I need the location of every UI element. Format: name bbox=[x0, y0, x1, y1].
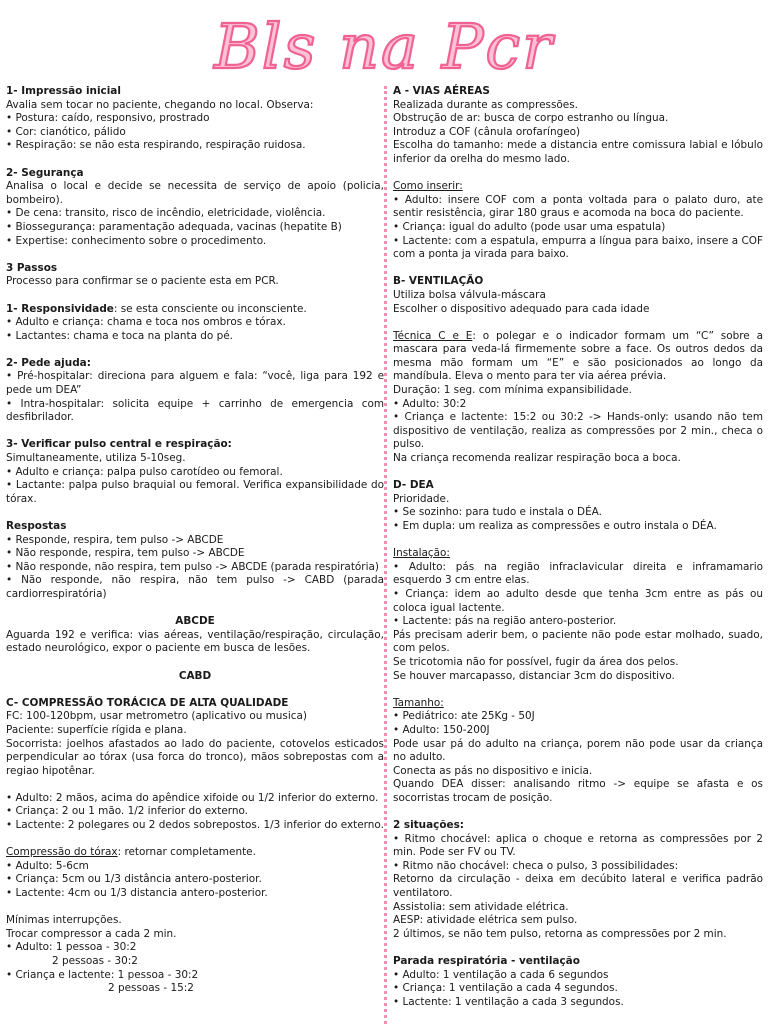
text-line: • Criança: igual do adulto (pode usar uma espatula) bbox=[393, 220, 666, 233]
text-line: • Criança: 1 ventilação a cada 4 segundos. bbox=[393, 982, 618, 995]
text-line: 2 últimos, se não tem pulso, retorna as compressões por 2 min. bbox=[393, 927, 727, 940]
section-heading: 2- Pede ajuda: bbox=[6, 356, 91, 369]
text-line: • Respiração: se não esta respirando, respiração ruidosa. bbox=[6, 139, 306, 152]
text-line: • Lactente: pás na região antero-posterior. bbox=[393, 615, 617, 628]
text-line: Pode usar pá do adulto na criança, porem não pode usar da criança no adulto. bbox=[393, 737, 763, 764]
title-text: Bls na Pcr bbox=[214, 10, 554, 82]
text-line: • Postura: caído, responsivo, prostrado bbox=[6, 112, 210, 125]
text-line: • Adulto: 5-6cm bbox=[6, 859, 89, 872]
spacer bbox=[6, 343, 384, 357]
spacer bbox=[6, 778, 384, 792]
spacer bbox=[393, 262, 763, 276]
page-title bbox=[0, 4, 768, 82]
spacer bbox=[393, 167, 763, 181]
text-line: • Biossegurança: paramentação adequada, vacinas (hepatite B) bbox=[6, 220, 342, 233]
text-line: Simultaneamente, utiliza 5-10seg. bbox=[6, 452, 186, 465]
text-line: Analisa o local e decide se necessita de serviço de apoio (policia, bombeiro). bbox=[6, 180, 384, 206]
text-line bbox=[6, 303, 384, 317]
text-line: FC: 100-120bpm, usar metrometro (aplicativo ou musica) bbox=[6, 710, 307, 723]
subheading: Como inserir: bbox=[393, 180, 463, 193]
spacer bbox=[393, 683, 763, 697]
text-line: Obstrução de ar: busca de corpo estranho ou língua. bbox=[393, 112, 669, 125]
subheading: Compressão do tórax bbox=[6, 846, 118, 859]
text-line: • Adulto: 30:2 bbox=[393, 397, 467, 410]
text-line: • Criança e lactente: 15:2 ou 30:2 -> Hands-only: usando não tem dispositivo de ventilação, realiza as compressões por 2 min., checa o pulso. bbox=[393, 411, 763, 451]
spacer bbox=[6, 248, 384, 262]
text-line: AESP: atividade elétrica sem pulso. bbox=[393, 914, 578, 927]
text-line: • Lactente: 2 polegares ou 2 dedos sobrepostos. 1/3 inferior do externo. bbox=[6, 819, 384, 832]
text-line: • Ritmo não chocável: checa o pulso, 3 possibilidades: bbox=[393, 859, 679, 872]
spacer bbox=[6, 683, 384, 697]
text-line: 2 pessoas - 30:2 bbox=[52, 955, 138, 967]
text-line: Aguarda 192 e verifica: vias aéreas, ventilação/respiração, circulação, estado neurológico, expor o paciente em busca de lesões. bbox=[6, 628, 384, 655]
section-heading: 2 situações: bbox=[393, 819, 464, 832]
spacer bbox=[6, 289, 384, 303]
subheading: Tamanho: bbox=[393, 696, 444, 709]
text-line: • Criança: 2 ou 1 mão. 1/2 inferior do externo. bbox=[6, 805, 248, 818]
text-line: • Lactente: 1 ventilação a cada 3 segundos. bbox=[393, 995, 624, 1008]
text-line: • Se sozinho: para tudo e instala o DÉA. bbox=[393, 506, 602, 519]
text-line: • Adulto: 150-200J bbox=[393, 723, 490, 736]
text-line: • Cor: cianótico, pálido bbox=[6, 125, 126, 138]
spacer bbox=[393, 941, 763, 955]
centered-heading: ABCDE bbox=[175, 615, 215, 628]
text-line: • Adulto e criança: palpa pulso carotídeo ou femoral. bbox=[6, 465, 283, 478]
spacer bbox=[6, 425, 384, 439]
text-line: Processo para confirmar se o paciente esta em PCR. bbox=[6, 275, 279, 288]
text-line: 2 pessoas - 15:2 bbox=[108, 982, 194, 995]
text-line: Socorrista: joelhos afastados ao lado do paciente, cotovelos esticados perpendicular ao tórax (usa forca do tronco), mãos sobrepostas com a regiao hipotênar. bbox=[6, 737, 384, 777]
spacer bbox=[6, 602, 384, 616]
subheading: Técnica C e E bbox=[393, 329, 473, 342]
section-heading: A - VIAS AÉREAS bbox=[393, 85, 490, 97]
spacer bbox=[6, 506, 384, 520]
text-line: • Intra-hospitalar: solicita equipe + carrinho de emergencia com desfibrilador. bbox=[6, 397, 384, 424]
text-line: Avalia sem tocar no paciente, chegando no local. Observa: bbox=[6, 98, 314, 111]
spacer bbox=[6, 656, 384, 670]
section-heading: 3 Passos bbox=[6, 261, 58, 274]
text-line: Mínimas interrupções. bbox=[6, 914, 122, 927]
section-heading: C- COMPRESSÃO TORÁCICA DE ALTA QUALIDADE bbox=[6, 696, 289, 709]
section-heading: Parada respiratória - ventilação bbox=[393, 955, 580, 967]
text-line: • Adulto: 1 ventilação a cada 6 segundos bbox=[393, 968, 609, 981]
text-line: • Expertise: conhecimento sobre o procedimento. bbox=[6, 234, 267, 247]
spacer bbox=[393, 805, 763, 819]
centered-heading: CABD bbox=[178, 669, 212, 682]
title-art bbox=[0, 4, 768, 82]
section-heading: 1- Responsividade bbox=[6, 302, 114, 315]
text-line: Escolha do tamanho: mede a distancia entre comissura labial e lóbulo inferior da orelha do mesmo lado. bbox=[393, 139, 763, 165]
spacer bbox=[393, 466, 763, 480]
text-line: Prioridade. bbox=[393, 492, 450, 505]
text-line: • Criança: 5cm ou 1/3 distância antero-posterior. bbox=[6, 873, 262, 886]
left-column bbox=[6, 85, 384, 996]
text-line: Duração: 1 seg. com mínima expansibilidade. bbox=[393, 384, 632, 397]
text-line: Se tricotomia não for possível, fugir da área dos pelos. bbox=[393, 655, 679, 668]
text-line: • Em dupla: um realiza as compressões e outro instala o DÉA. bbox=[393, 520, 717, 532]
text-line: • Adulto e criança: chama e toca nos ombros e tórax. bbox=[6, 316, 286, 329]
section-heading: B- VENTILAÇÃO bbox=[393, 275, 484, 288]
text-line: • Lactante: palpa pulso braquial ou femoral. Verifica expansibilidade do tórax. bbox=[6, 479, 384, 505]
text-line: Realizada durante as compressões. bbox=[393, 98, 578, 111]
text-line: Conecta as pás no dispositivo e inicia. bbox=[393, 764, 593, 777]
text-line: Assistolia: sem atividade elétrica. bbox=[393, 900, 569, 913]
spacer bbox=[393, 316, 763, 330]
text-line: • Lactantes: chama e toca na planta do pé. bbox=[6, 329, 233, 342]
text-line: Paciente: superfície rígida e plana. bbox=[6, 723, 187, 736]
text-line: • Não responde, não respira, tem pulso -> ABCDE (parada respiratória) bbox=[6, 560, 379, 573]
text-line: • Adulto: insere COF com a ponta voltada para o palato duro, ate sentir resistência, girar 180 graus e acomoda na boca do paciente. bbox=[393, 193, 763, 220]
text-line: • Adulto: 1 pessoa - 30:2 bbox=[6, 941, 137, 954]
text-fragment: : retornar completamente. bbox=[117, 846, 256, 859]
text-fragment: : o polegar e o indicador formam um “C” sobre a mascara para veda-lá firmemente sobre a face. Os outros dedos da mesma mão formam um “E” e são posicionados ao longo da mandíbula. Eleva o mento para ter via aérea prévia. bbox=[393, 329, 763, 383]
text-line: Na criança recomenda realizar respiração boca a boca. bbox=[393, 452, 681, 465]
subheading: Instalação: bbox=[393, 547, 450, 560]
text-line: Pás precisam aderir bem, o paciente não pode estar molhado, suado, com pelos. bbox=[393, 628, 763, 655]
section-heading: 2- Segurança bbox=[6, 166, 84, 179]
text-line: • Ritmo chocável: aplica o choque e retorna as compressões por 2 min. Pode ser FV ou TV. bbox=[393, 832, 763, 859]
right-column bbox=[393, 85, 763, 1009]
section-heading: D- DEA bbox=[393, 479, 434, 492]
text-line: • Pré-hospitalar: direciona para alguem e fala: “você, liga para 192 e pede um DEA” bbox=[6, 370, 384, 397]
text-line: Se houver marcapasso, distanciar 3cm do dispositivo. bbox=[393, 669, 675, 682]
text-fragment: : se esta consciente ou inconsciente. bbox=[113, 302, 307, 315]
text-line bbox=[6, 846, 384, 860]
section-heading: Respostas bbox=[6, 520, 67, 532]
text-line: Quando DEA disser: analisando ritmo -> equipe se afasta e os socorristas trocam de posição. bbox=[393, 778, 763, 804]
text-line: Escolher o dispositivo adequado para cada idade bbox=[393, 302, 650, 315]
text-line: • Pediátrico: ate 25Kg - 50J bbox=[393, 710, 535, 723]
text-line: • Lactente: com a espatula, empurra a língua para baixo, insere a COF com a ponta ja virada para baixo. bbox=[393, 234, 763, 261]
text-line: • Lactente: 4cm ou 1/3 distancia antero-posterior. bbox=[6, 887, 268, 900]
text-line: • Não responde, não respira, não tem pulso -> CABD (parada cardiorrespiratória) bbox=[6, 574, 384, 600]
text-line bbox=[393, 330, 763, 384]
text-line: • Adulto: pás na região infraclavicular direita e inframamario esquerdo 3 cm entre elas. bbox=[393, 560, 763, 587]
spacer bbox=[6, 901, 384, 915]
text-line: • Criança: idem ao adulto desde que tenha 3cm entre as pás ou coloca igual lactente. bbox=[393, 587, 763, 614]
column-divider bbox=[384, 86, 387, 1024]
text-line: • Responde, respira, tem pulso -> ABCDE bbox=[6, 533, 224, 546]
spacer bbox=[6, 153, 384, 167]
text-line: • Criança e lactente: 1 pessoa - 30:2 bbox=[6, 968, 199, 981]
spacer bbox=[6, 833, 384, 847]
text-line: • De cena: transito, risco de incêndio, eletricidade, violência. bbox=[6, 207, 326, 220]
text-line: Introduz a COF (cânula orofaríngeo) bbox=[393, 125, 581, 138]
spacer bbox=[393, 534, 763, 548]
text-line: Trocar compressor a cada 2 min. bbox=[6, 927, 177, 940]
section-heading: 1- Impressão inicial bbox=[6, 85, 121, 97]
text-line: Utiliza bolsa válvula-máscara bbox=[393, 288, 546, 301]
text-line: • Não responde, respira, tem pulso -> ABCDE bbox=[6, 547, 245, 560]
text-line: • Adulto: 2 mãos, acima do apêndice xifoide ou 1/2 inferior do externo. bbox=[6, 791, 379, 804]
section-heading: 3- Verificar pulso central e respiração: bbox=[6, 438, 232, 451]
text-line: Retorno da circulação - deixa em decúbito lateral e verifica padrão ventilatoro. bbox=[393, 873, 763, 900]
